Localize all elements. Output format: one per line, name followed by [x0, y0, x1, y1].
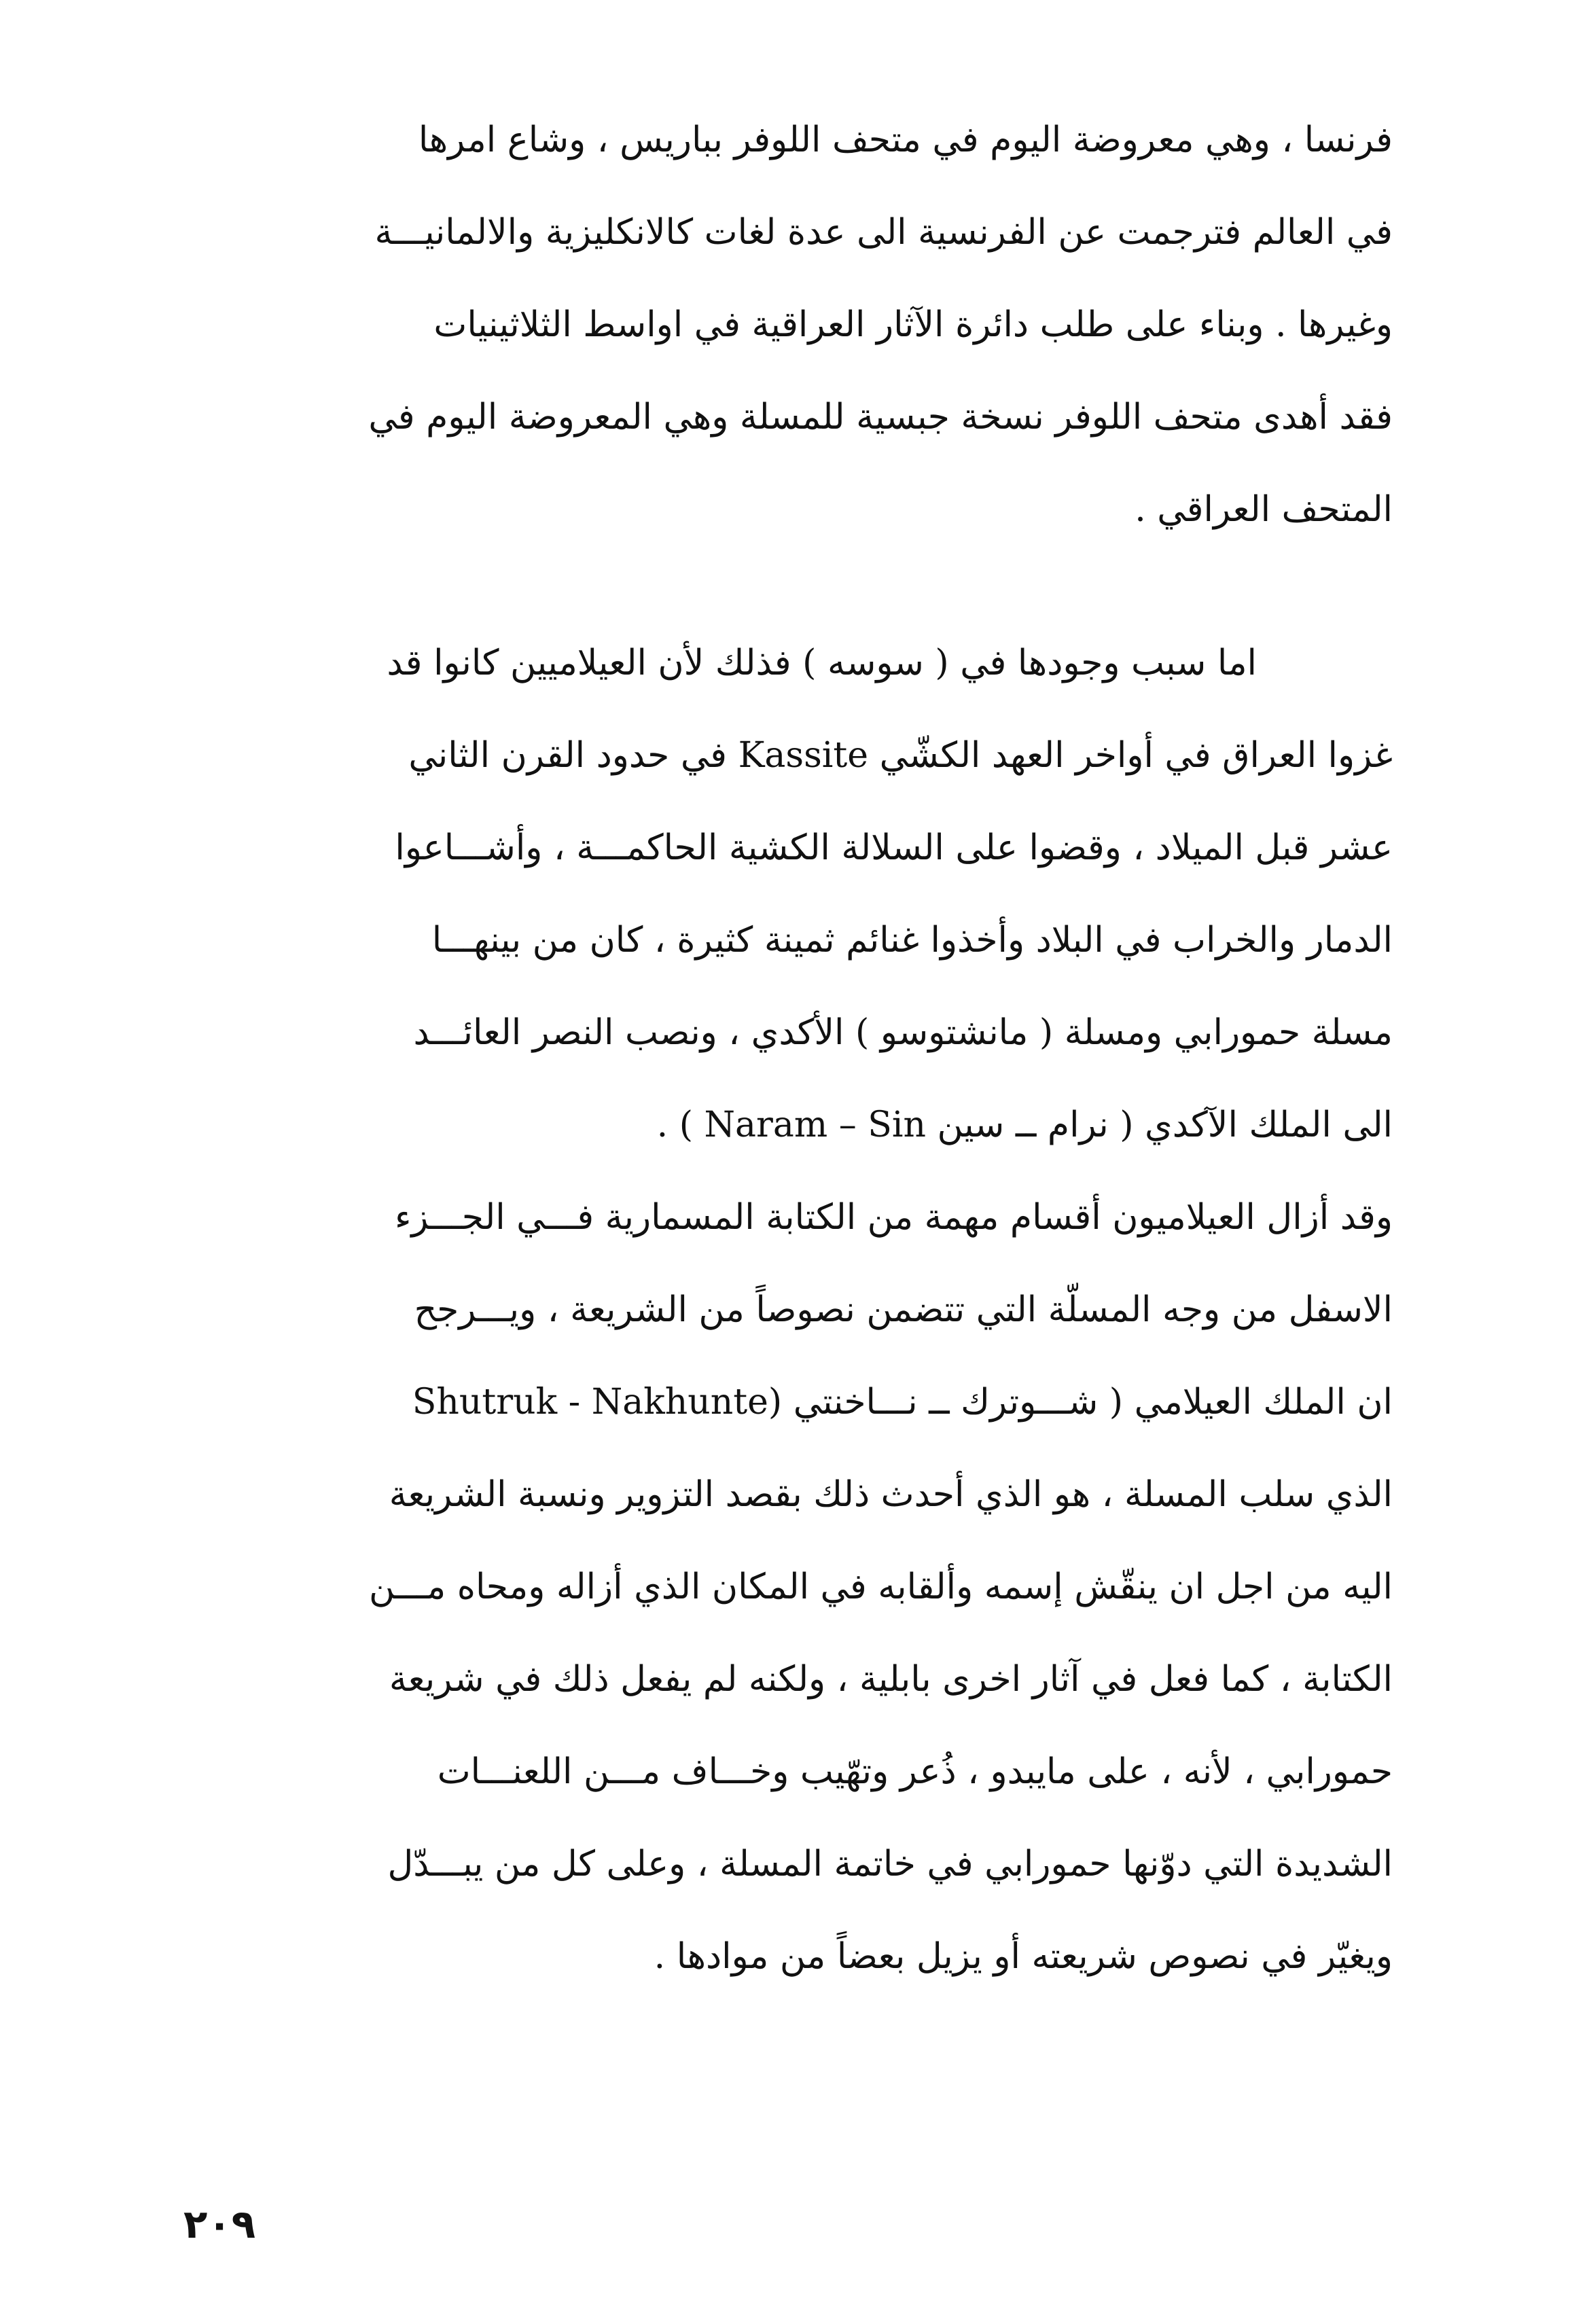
text-line: عشر قبل الميلاد ، وقضوا على السلالة الكشية الحاكمـــة ، وأشـــاعوا	[395, 827, 1393, 868]
text-line: فرنسا ، وهي معروضة اليوم في متحف اللوفر بباريس ، وشاع امرها	[418, 120, 1393, 160]
text-line: الكتابة ، كما فعل في آثار اخرى بابلية ، ولكنه لم يفعل ذلك في شريعة	[389, 1659, 1393, 1700]
text-line: ويغيّر في نصوص شريعته أو يزيل بعضاً من موادها .	[654, 1936, 1393, 1977]
page-number: ٢٠٩	[183, 2201, 256, 2247]
text-line: الدمار والخراب في البلاد وأخذوا غنائم ثمينة كثيرة ، كان من بينهـــا	[431, 920, 1393, 961]
text-line: وغيرها . وبناء على طلب دائرة الآثار العراقية في اواسط الثلاثينيات	[433, 304, 1393, 345]
text-line: اليه من اجل ان ينقّش إسمه وألقابه في المكان الذي أزاله ومحاه مـــن	[369, 1567, 1393, 1607]
text-line: حمورابي ، لأنه ، على مايبدو ، ذُعر وتهّيب وخـــاف مـــن اللعنـــات	[437, 1751, 1393, 1792]
text-line: الاسفل من وجه المسلّة التي تتضمن نصوصاً من الشريعة ، ويـــرجح	[414, 1289, 1393, 1330]
text-line: مسلة حمورابي ومسلة ( مانشتوسو ) الأكدي ، ونصب النصر العائـــد	[413, 1012, 1393, 1053]
paragraph-2	[197, 617, 1393, 2003]
paragraph-1	[197, 94, 1393, 556]
text-line: فقد أهدى متحف اللوفر نسخة جبسية للمسلة وهي المعروضة اليوم في	[368, 397, 1393, 437]
text-line: المتحف العراقي .	[1135, 489, 1393, 530]
text-line: ان الملك العيلامي ( شـــوترك ــ نـــاخنتي (Shutruk - Nakhunte	[412, 1382, 1393, 1423]
text-line: الشديدة التي دوّنها حمورابي في خاتمة المسلة ، وعلى كل من يبـــدّل	[387, 1844, 1393, 1884]
text-line: في العالم فترجمت عن الفرنسية الى عدة لغات كالانكليزية والالمانيـــة	[374, 212, 1393, 253]
text-line: وقد أزال العيلاميون أقسام مهمة من الكتابة المسمارية فـــي الجـــزء	[394, 1197, 1393, 1238]
text-line: اما سبب وجودها في ( سوسه ) فذلك لأن العيلاميين كانوا قد	[387, 643, 1257, 683]
text-line: غزوا العراق في أواخر العهد الكشّي Kassite في حدود القرن الثاني	[408, 735, 1393, 776]
text-line: الى الملك الآكدي ( نرام ــ سين Naram – Sin ) .	[656, 1105, 1393, 1145]
text-line: الذي سلب المسلة ، هو الذي أحدث ذلك بقصد التزوير ونسبة الشريعة	[389, 1474, 1393, 1515]
